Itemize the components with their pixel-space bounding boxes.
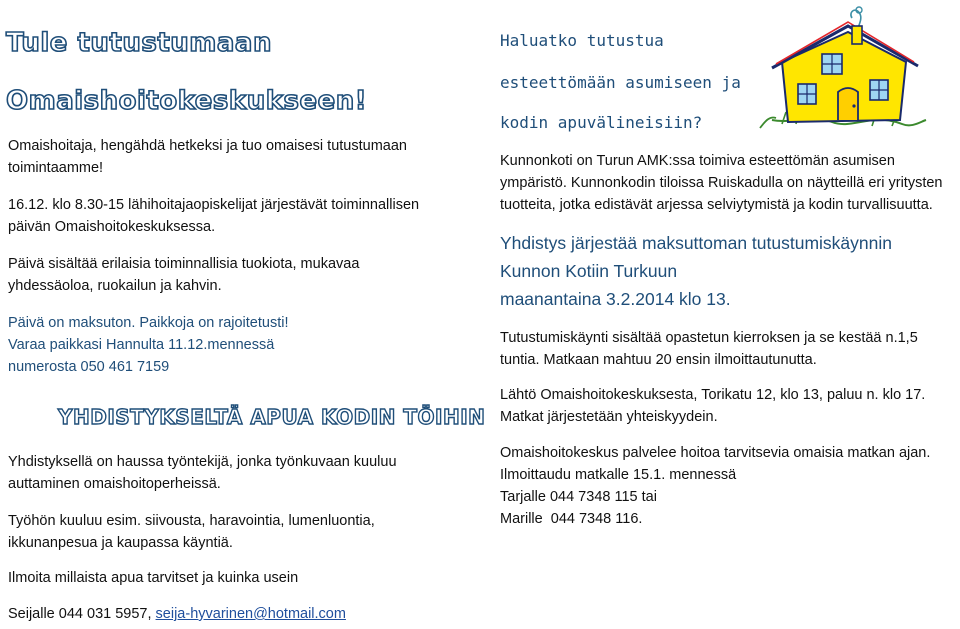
travel-line-2: Ilmoittaudu matkalle 15.1. mennessä: [500, 467, 737, 483]
event-line-2: päivän Omaishoitokeskuksessa.: [8, 219, 216, 235]
help-section-title: YHDISTYKSELTÄ APUA KODIN TÖIHIN: [58, 405, 486, 429]
accessible-living-heading-line-1: Haluatko tutustua: [500, 31, 664, 50]
contact-email-link[interactable]: seija-hyvarinen@hotmail.com: [155, 606, 346, 622]
travel-line-1: Omaishoitokeskus palvelee hoitoa tarvitsevia omaisia matkan ajan.: [500, 445, 931, 461]
departure-line-1: Lähtö Omaishoitokeskuksesta, Torikatu 12, klo 13, paluu n. klo 17.: [500, 387, 926, 403]
travel-line-4: Marille 044 7348 116.: [500, 511, 643, 527]
kunnonkoti-line-2: ympäristö. Kunnonkodin tiloissa Ruiskadulla on näytteillä eri yritysten: [500, 175, 943, 191]
kunnonkoti-paragraph: [500, 150, 958, 216]
day-content-line-1: Päivä sisältää erilaisia toiminnallisia tuokiota, mukavaa: [8, 256, 360, 272]
worker-line-1: Yhdistyksellä on haussa työntekijä, jonka työnkuvaan kuuluu: [8, 454, 397, 470]
worker-paragraph: [8, 451, 470, 495]
notify-text: Ilmoita millaista apua tarvitset ja kuinka usein: [8, 570, 299, 586]
departure-paragraph: [500, 384, 958, 428]
accessible-living-heading-line-3: kodin apuvälineisiin?: [500, 113, 703, 132]
price-line-3: numerosta 050 461 7159: [8, 359, 170, 375]
travel-paragraph: [500, 442, 958, 530]
event-paragraph: [8, 194, 470, 238]
intro-line-1: Omaishoitaja, hengähdä hetkeksi ja tuo omaisesi tutustumaan: [8, 138, 407, 154]
kunnonkoti-line-1: Kunnonkoti on Turun AMK:ssa toimiva esteettömän asumisen: [500, 153, 895, 169]
contact-phone: Seijalle 044 031 5957,: [8, 606, 156, 622]
visit-heading-line-3: maanantaina 3.2.2014 klo 13.: [500, 289, 731, 309]
price-line-1: Päivä on maksuton. Paikkoja on rajoitetusti!: [8, 315, 289, 331]
event-line-1: 16.12. klo 8.30-15 lähihoitajaopiskelijat järjestävät toiminnallisen: [8, 197, 420, 213]
tasks-line-1: Työhön kuuluu esim. siivousta, haravointia, lumenluontia,: [8, 513, 375, 529]
tour-line-1: Tutustumiskäynti sisältää opastetun kierroksen ja se kestää n.1,5: [500, 330, 918, 346]
title-line-1: Tule tutustumaan: [6, 28, 272, 58]
tasks-paragraph: [8, 510, 470, 554]
travel-line-3: Tarjalle 044 7348 115 tai: [500, 489, 657, 505]
intro-paragraph: [8, 135, 470, 179]
departure-line-2: Matkat järjestetään yhteiskyydein.: [500, 409, 718, 425]
tasks-line-2: ikkunanpesua ja kaupassa käyntiä.: [8, 535, 233, 551]
visit-heading-line-1: Yhdistys järjestää maksuttoman tutustumiskäynnin: [500, 233, 892, 253]
worker-line-2: auttaminen omaishoitoperheissä.: [8, 476, 221, 492]
tour-line-2: tuntia. Matkaan mahtuu 20 ensin ilmoittautunutta.: [500, 352, 817, 368]
price-paragraph: [8, 312, 470, 378]
price-line-2: Varaa paikkasi Hannulta 11.12.mennessä: [8, 337, 275, 353]
title-line-2: Omaishoitokeskukseen!: [6, 86, 368, 116]
contact-line: [8, 603, 478, 625]
accessible-living-heading-line-2: esteettömään asumiseen ja: [500, 73, 741, 92]
day-content-paragraph: [8, 253, 470, 297]
house-illustration-icon: [752, 2, 930, 140]
kunnonkoti-line-3: tuotteita, jotka edistävät arjessa selviytymistä ja kodin turvallisuutta.: [500, 197, 933, 213]
visit-heading-line-2: Kunnon Kotiin Turkuun: [500, 261, 678, 281]
tour-paragraph: [500, 327, 958, 371]
day-content-line-2: yhdessäoloa, ruokailun ja kahvin.: [8, 278, 222, 294]
intro-line-2: toimintaamme!: [8, 160, 104, 176]
